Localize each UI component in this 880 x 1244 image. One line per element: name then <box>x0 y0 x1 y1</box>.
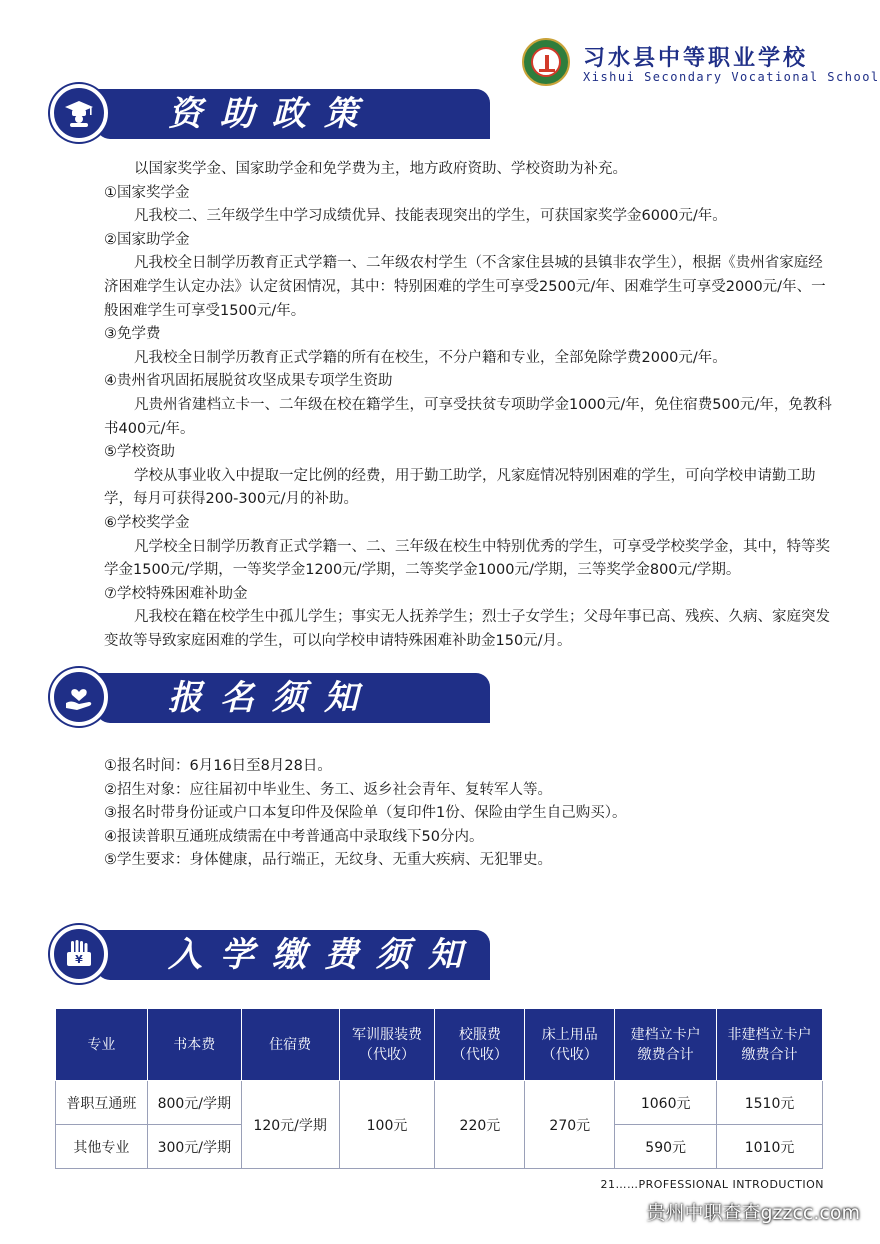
header-major: 专业 <box>56 1009 148 1081</box>
header-military-uniform: 军训服装费 （代收） <box>339 1009 435 1081</box>
section-title-enroll: 报名须知 <box>168 678 376 718</box>
aid-item-text: 凡我校全日制学历教育正式学籍一、二年级农村学生（不含家住县城的县镇非农学生），根据《贵州省家庭经济困难学生认定办法》认定贫困情况，其中：特别困难的学生可享受2500元/年、困难学生可享受2000元/年、一般困难学生可享受1500元/年。 <box>104 255 826 319</box>
aid-item-text: 凡我校二、三年级学生中学习成绩优异、技能表现突出的学生，可获国家奖学金6000元/年。 <box>134 208 727 225</box>
cell-major: 普职互通班 <box>56 1081 148 1125</box>
cell-nonpoor-total: 1510元 <box>717 1081 823 1125</box>
section-banner-enroll <box>50 668 490 726</box>
fee-table <box>55 1008 823 1169</box>
header-school-uniform: 校服费 （代收） <box>435 1009 525 1081</box>
aid-item-heading: ②国家助学金 <box>104 231 190 248</box>
school-name-en: Xishui Secondary Vocational School <box>583 70 880 84</box>
enroll-item: ①报名时间：6月16日至8月28日。 <box>104 758 332 774</box>
cell-major: 其他专业 <box>56 1125 148 1169</box>
page-footer: 21……PROFESSIONAL INTRODUCTION <box>600 1178 824 1191</box>
header-bedding: 床上用品 （代收） <box>525 1009 615 1081</box>
aid-item-text: 凡贵州省建档立卡一、二年级在校在籍学生，可享受扶贫专项助学金1000元/年，免住宿费500元/年，免教科书400元/年。 <box>104 396 832 437</box>
header-nonpoor-total: 非建档立卡户 缴费合计 <box>717 1009 823 1081</box>
cell-school-uniform: 220元 <box>435 1081 525 1169</box>
school-name-cn: 习水县中等职业学校 <box>583 45 809 71</box>
enroll-notice-text <box>104 755 834 873</box>
aid-intro: 以国家奖学金、国家助学金和免学费为主，地方政府资助、学校资助为补充。 <box>134 161 627 177</box>
enroll-item: ④报读普职互通班成绩需在中考普通高中录取线下50分内。 <box>104 828 484 845</box>
aid-item-heading: ①国家奖学金 <box>104 184 190 201</box>
school-logo <box>522 38 570 86</box>
hand-heart-icon <box>50 668 108 726</box>
watermark: 贵州中职查查gzzcc.com <box>646 1202 860 1224</box>
header-lodging: 住宿费 <box>241 1009 339 1081</box>
cell-books: 300元/学期 <box>147 1125 241 1169</box>
cell-books: 800元/学期 <box>147 1081 241 1125</box>
aid-item-heading: ⑤学校资助 <box>104 444 175 461</box>
cell-poor-total: 590元 <box>615 1125 717 1169</box>
header-poor-total: 建档立卡户 缴费合计 <box>615 1009 717 1081</box>
aid-item-heading: ③免学费 <box>104 326 161 343</box>
aid-item-heading: ⑥学校奖学金 <box>104 514 190 531</box>
section-banner-fees <box>50 925 490 983</box>
fee-table-header-row <box>56 1009 823 1081</box>
cell-bedding: 270元 <box>525 1081 615 1169</box>
enroll-item: ③报名时带身份证或户口本复印件及保险单（复印件1份、保险由学生自己购买）。 <box>104 805 627 822</box>
cell-military-uniform: 100元 <box>339 1081 435 1169</box>
header-books: 书本费 <box>147 1009 241 1081</box>
enroll-item: ②招生对象：应往届初中毕业生、务工、返乡社会青年、复转军人等。 <box>104 781 552 798</box>
aid-item-text: 凡我校在籍在校学生中孤儿学生；事实无人抚养学生；烈士子女学生；父母年事已高、残疾、久病、家庭突发变故等导致家庭困难的学生，可以向学校申请特殊困难补助金150元/月。 <box>104 609 830 649</box>
section-banner-aid <box>50 84 490 142</box>
cell-poor-total: 1060元 <box>615 1081 717 1125</box>
aid-item-text: 凡我校全日制学历教育正式学籍的所有在校生，不分户籍和专业，全部免除学费2000元/年。 <box>134 349 727 366</box>
yuan-hand-icon <box>50 925 108 983</box>
cell-lodging: 120元/学期 <box>241 1081 339 1169</box>
graduate-cap-icon <box>50 84 108 142</box>
aid-item-heading: ④贵州省巩固拓展脱贫攻坚成果专项学生资助 <box>104 373 393 390</box>
section-title-fees: 入学缴费须知 <box>168 935 480 975</box>
cell-nonpoor-total: 1010元 <box>717 1125 823 1169</box>
aid-item-text: 学校从事业收入中提取一定比例的经费，用于勤工助学，凡家庭情况特别困难的学生，可向学校申请勤工助学，每月可获得200-300元/月的补助。 <box>104 467 816 508</box>
aid-item-heading: ⑦学校特殊困难补助金 <box>104 585 248 602</box>
table-row <box>56 1081 823 1125</box>
svg-text:¥: ¥ <box>75 953 83 966</box>
aid-policy-text <box>104 158 834 653</box>
enroll-item: ⑤学生要求：身体健康，品行端正，无纹身、无重大疾病、无犯罪史。 <box>104 852 552 869</box>
section-title-aid: 资助政策 <box>168 94 376 134</box>
aid-item-text: 凡学校全日制学历教育正式学籍一、二、三年级在校生中特别优秀的学生，可享受学校奖学金，其中，特等奖学金1500元/学期，一等奖学金1200元/学期，二等奖学金1000元/学期，三等奖学金800元/学期。 <box>104 538 830 579</box>
